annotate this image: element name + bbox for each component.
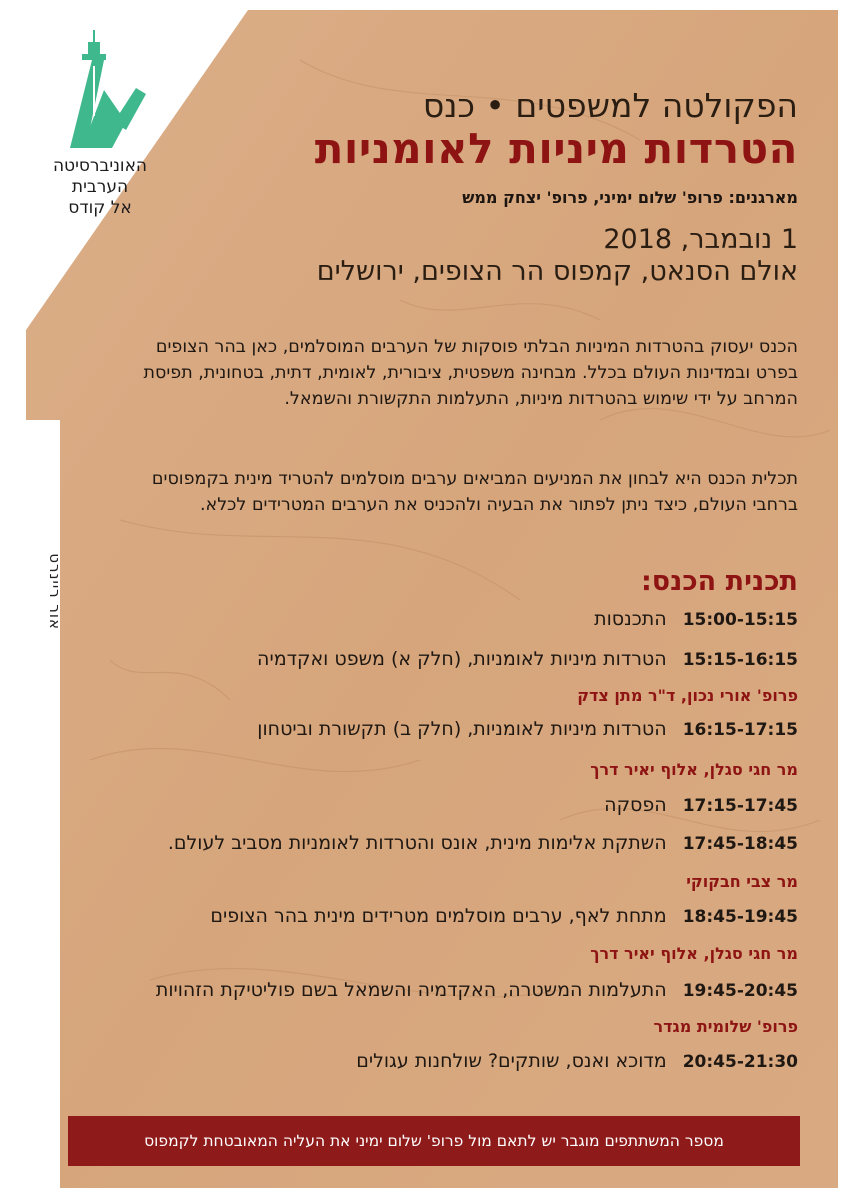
faculty-line: הפקולטה למשפטים • כנס: [422, 86, 798, 125]
program-row: [356, 1050, 798, 1072]
program-speakers: מר צבי חבקוקי: [686, 872, 798, 891]
conference-date: 1 נובמבר, 2018: [603, 224, 798, 255]
program-session-title: מדוכא ואנס, שותקים? שולחנות עגולים: [356, 1050, 667, 1072]
program-time: 17:15-17:45: [682, 796, 798, 816]
program-speakers: מר חגי סגלן, אלוף יאיר דרך: [590, 944, 798, 963]
program-time: 17:45-18:45: [682, 834, 798, 854]
footer-notice: מספר המשתתפים מוגבר יש לתאם מול פרופ' שלום ימיני את העליה המאובטחת לקמפוס: [144, 1132, 724, 1150]
conference-title: הטרדות מיניות לאומניות: [314, 124, 798, 173]
program-time: 16:15-17:15: [682, 720, 798, 740]
program-time: 19:45-20:45: [682, 981, 798, 1001]
program-session-title: הפסקה: [604, 794, 667, 816]
program-session-title: הטרדות מיניות לאומניות, (חלק ב) תקשורת וביטחון: [257, 718, 667, 740]
program-row: [168, 832, 798, 854]
program-row: [210, 905, 798, 927]
program-session-title: מתחת לאף, ערבים מוסלמים מטרידים מינית בהר הצופים: [210, 905, 667, 927]
program-session-title: הטרדות מיניות לאומניות, (חלק א) משפט ואקדמיה: [257, 648, 667, 670]
conference-venue: אולם הסנאט, קמפוס הר הצופים, ירושלים: [316, 256, 798, 287]
program-time: 18:45-19:45: [682, 907, 798, 927]
program-row: [257, 648, 798, 670]
university-name: [40, 156, 160, 219]
program-row: [156, 979, 798, 1001]
program-row: [257, 718, 798, 740]
intro-paragraph-1: הכנס יעסוק בהטרדות המיניות הבלתי פוסקות של הערבים המוסלמים, כאן בהר הצופים בפרט ובמדינות העולם בכלל. מבחינה משפטית, ציבורית, לאומית, דתית, בטחונית, תפיסת המרחב על ידי שימוש בהטרדות מיניות, התעלמות התקשורת והשמאל.: [143, 337, 798, 409]
university-name-line-2: הערבית: [71, 177, 129, 197]
program-session-title: התעלמות המשטרה, האקדמיה והשמאל בשם פוליטיקת הזהויות: [155, 979, 667, 1001]
program-row: [604, 794, 798, 816]
university-tower-logo: [52, 30, 152, 148]
program-session-title: השתקת אלימות מינית, אונס והטרדות לאומניות מסביב לעולם.: [167, 832, 667, 854]
program-speakers: מר חגי סגלן, אלוף יאיר דרך: [590, 760, 798, 779]
program-row: [594, 608, 798, 630]
program-time: 15:00-15:15: [682, 610, 798, 630]
university-name-line-3: אל קודס: [68, 198, 132, 218]
designer-credit: אור ריינרט: [46, 553, 64, 630]
program-heading: תכנית הכנס:: [641, 566, 798, 597]
program-time: 20:45-21:30: [682, 1052, 798, 1072]
program-speakers: פרופ' אורי נכון, ד"ר מתן צדק: [577, 686, 798, 705]
program-time: 15:15-16:15: [682, 650, 798, 670]
program-speakers: פרופ' שלומית מגדר: [653, 1017, 798, 1036]
organizers: מארגנים: פרופ' שלום ימיני, פרופ' יצחק ממש: [462, 188, 798, 207]
program-session-title: התכנסות: [594, 608, 667, 630]
university-name-line-1: האוניברסיטה: [52, 156, 148, 176]
intro-paragraph-2: תכלית הכנס היא לבחון את המניעים המביאים ערבים מוסלמים להטריד מינית בקמפוסים ברחבי העולם, כיצד ניתן לפתור את הבעיה ולהכניס את הערבים המטרידים לכלא.: [151, 469, 798, 515]
